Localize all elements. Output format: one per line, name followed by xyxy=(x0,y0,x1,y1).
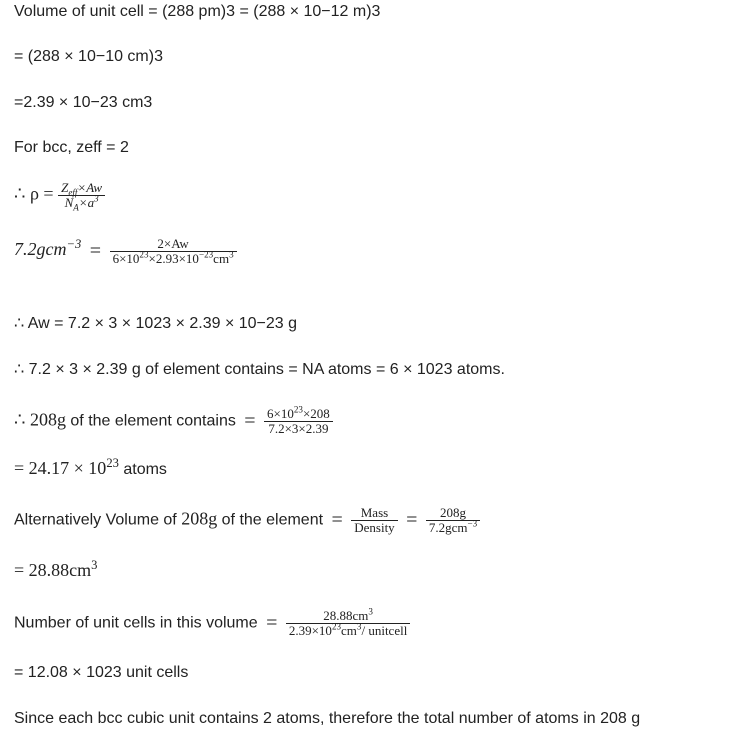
zeff-line: For bcc, zeff = 2 xyxy=(14,139,129,156)
unit-cells-equation: Number of unit cells in this volume = $\frac{28.88cm^3}{2.39\times 10^{23}cm^3/ unitcell}$ xyxy=(14,609,410,637)
density-formula-lhs: ∴ ρ = xyxy=(14,183,54,204)
volume-value-line: =2.39 × 10−23 cm3 xyxy=(14,94,153,111)
density-value-lhs: 7.2gcm$^{-3}$ xyxy=(14,237,82,260)
conclusion-line: Since each bcc cubic unit contains 2 atoms, therefore the total number of atoms in 208 g xyxy=(14,710,641,727)
alternative-volume-equation: Alternatively Volume of 208g of the element = $\frac{\text{Mass}}{\text{Density}}$ = $\frac{208g}{7.2gcm^{-3}}$ xyxy=(14,506,480,534)
element-atoms-equation: ∴ 208g of the element contains = $\frac{6\times 10^{23}\times 208}{7.2\times 3\times 2.39}$ xyxy=(14,407,333,435)
density-formula xyxy=(14,180,105,213)
avogadro-line: ∴ 7.2 × 3 × 2.39 g of element contains = NA atoms = 6 × 1023 atoms. xyxy=(14,361,505,378)
element-atoms-fraction: $\frac{6\times 10^{23}\times 208}{7.2\times 3\times 2.39}$ xyxy=(264,407,333,435)
volume-cm-line: = (288 × 10−10 cm)3 xyxy=(14,48,163,65)
density-value-equation: 7.2gcm$^{-3}$ = $\frac{2\times Aw}{6\times 10^{23}\times 2.93\times 10^{-23}cm^3}$ xyxy=(14,237,237,265)
atomic-weight-line: ∴ Aw = 7.2 × 3 × 1023 × 2.39 × 10−23 g xyxy=(14,315,298,332)
density-formula-fraction: $\frac{Z_{eff}\times Aw}{N_A\times a^3}$ xyxy=(58,181,105,209)
atoms-result-line: = $24.17 \times 10^{23}$ atoms xyxy=(14,456,167,478)
volume-result-line: = $28.88cm^3$ xyxy=(14,558,98,580)
unit-cells-result-line: = 12.08 × 1023 unit cells xyxy=(14,664,189,681)
unit-cells-fraction: $\frac{28.88cm^3}{2.39\times 10^{23}cm^3/ unitcell}$ xyxy=(286,609,410,637)
unit-cell-volume-line: Volume of unit cell = (288 pm)3 = (288 × 10−12 m)3 xyxy=(14,3,381,20)
density-value-fraction: $\frac{2\times Aw}{6\times 10^{23}\times 2.93\times 10^{-23}cm^3}$ xyxy=(110,237,237,265)
mass-density-fraction: $\frac{\text{Mass}}{\text{Density}}$ xyxy=(351,506,397,534)
mass-value-fraction: $\frac{208g}{7.2gcm^{-3}}$ xyxy=(426,506,480,534)
